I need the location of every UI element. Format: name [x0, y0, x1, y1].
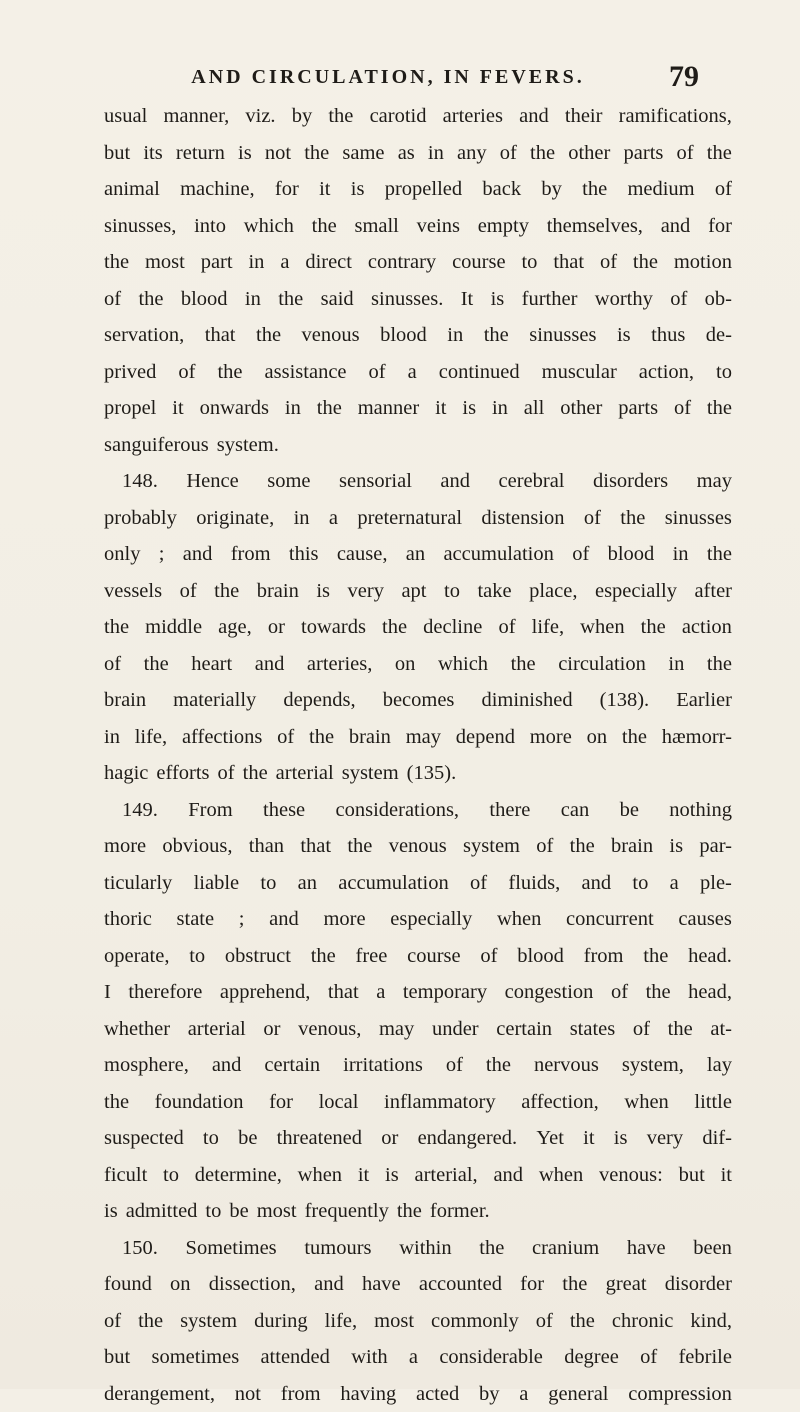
text-line: in life, affections of the brain may depend more on the hæmorr- [104, 719, 732, 756]
text-line: ficult to determine, when it is arterial, and when venous: but it [104, 1157, 732, 1194]
text-line: but its return is not the same as in any of the other parts of the [104, 135, 732, 172]
running-head: AND CIRCULATION, IN FEVERS. [178, 66, 598, 89]
text-line: ticularly liable to an accumulation of fluids, and to a ple- [104, 865, 732, 902]
text-line: of the heart and arteries, on which the circulation in the [104, 646, 732, 683]
text-line: prived of the assistance of a continued muscular action, to [104, 354, 732, 391]
text-line: of the system during life, most commonly of the chronic kind, [104, 1303, 732, 1340]
text-line: probably originate, in a preternatural distension of the sinusses [104, 500, 732, 537]
text-line: whether arterial or venous, may under certain states of the at- [104, 1011, 732, 1048]
text-line: I therefore apprehend, that a temporary congestion of the head, [104, 974, 732, 1011]
text-line: servation, that the venous blood in the sinusses is thus de- [104, 317, 732, 354]
body-text [104, 98, 732, 1412]
text-line: animal machine, for it is propelled back by the medium of [104, 171, 732, 208]
text-line: 150. Sometimes tumours within the cranium have been [104, 1230, 732, 1267]
text-line: mosphere, and certain irritations of the nervous system, lay [104, 1047, 732, 1084]
text-line: derangement, not from having acted by a general compression [104, 1376, 732, 1412]
text-line: sinusses, into which the small veins empty themselves, and for [104, 208, 732, 245]
text-line: the middle age, or towards the decline of life, when the action [104, 609, 732, 646]
text-line: the foundation for local inflammatory affection, when little [104, 1084, 732, 1121]
text-line: operate, to obstruct the free course of blood from the head. [104, 938, 732, 975]
text-line: thoric state ; and more especially when concurrent causes [104, 901, 732, 938]
text-line: of the blood in the said sinusses. It is further worthy of ob- [104, 281, 732, 318]
text-line: only ; and from this cause, an accumulation of blood in the [104, 536, 732, 573]
text-line: more obvious, than that the venous system of the brain is par- [104, 828, 732, 865]
text-line: 149. From these considerations, there can be nothing [104, 792, 732, 829]
page-number: 79 [669, 60, 699, 94]
text-line: is admitted to be most frequently the former. [104, 1193, 732, 1230]
text-line: usual manner, viz. by the carotid arteries and their ramifications, [104, 98, 732, 135]
text-line: brain materially depends, becomes diminished (138). Earlier [104, 682, 732, 719]
text-line: 148. Hence some sensorial and cerebral disorders may [104, 463, 732, 500]
text-line: sanguiferous system. [104, 427, 732, 464]
text-line: found on dissection, and have accounted for the great disorder [104, 1266, 732, 1303]
text-line: but sometimes attended with a considerable degree of febrile [104, 1339, 732, 1376]
text-line: suspected to be threatened or endangered. Yet it is very dif- [104, 1120, 732, 1157]
text-line: propel it onwards in the manner it is in all other parts of the [104, 390, 732, 427]
text-line: hagic efforts of the arterial system (135). [104, 755, 732, 792]
text-line: the most part in a direct contrary course to that of the motion [104, 244, 732, 281]
text-line: vessels of the brain is very apt to take place, especially after [104, 573, 732, 610]
